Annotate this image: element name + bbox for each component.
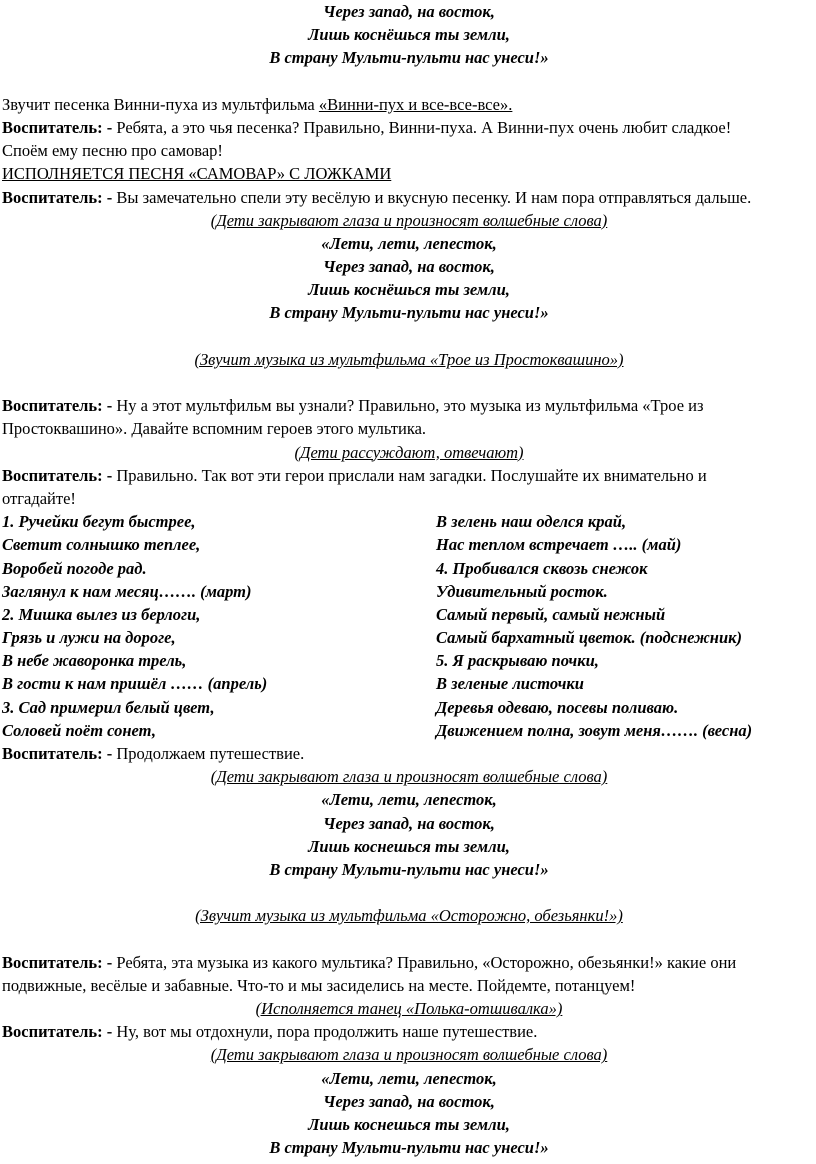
- poem-line: Лишь коснёшься ты земли,: [308, 25, 510, 45]
- poem-line: Через запад, на восток,: [323, 2, 495, 21]
- riddle-line: В зеленые листочки: [436, 674, 584, 694]
- riddle-line: Грязь и лужи на дороге,: [2, 628, 176, 648]
- poem-line: Через запад, на восток,: [323, 257, 495, 277]
- poem-line: В страну Мульти-пульти нас унеси!»: [269, 859, 549, 879]
- speaker-label: Воспитатель: -: [2, 465, 117, 485]
- poem-line: В страну Мульти-пульти нас унеси!»: [269, 1138, 549, 1158]
- riddle-line: Воробей погоде рад.: [2, 558, 147, 578]
- poem-line: «Лети, лети, лепесток,: [321, 233, 497, 253]
- song-heading: ИСПОЛНЯЕТСЯ ПЕСНЯ «САМОВАР» С ЛОЖКАМИ: [2, 164, 392, 184]
- riddle-line: В небе жаворонка трель,: [2, 651, 187, 671]
- speaker-label: Воспитатель: -: [2, 117, 117, 137]
- stage-direction: (Дети закрывают глаза и произносят волшебные слова): [210, 210, 608, 230]
- speaker-label: Воспитатель: -: [2, 396, 117, 416]
- cartoon-link: «Винни-пух и все-все-все».: [318, 94, 513, 114]
- stage-direction: (Дети закрывают глаза и произносят волшебные слова): [210, 1045, 608, 1065]
- riddle-line: В гости к нам пришёл …… (апрель): [2, 674, 268, 694]
- stage-direction: (Дети закрывают глаза и произносят волшебные слова): [210, 767, 608, 787]
- poem-line: Лишь коснешься ты земли,: [308, 836, 510, 856]
- stage-direction: (Звучит музыка из мультфильма «Осторожно, обезьянки!»): [195, 906, 623, 926]
- stage-direction: (Исполняется танец «Полька-отшивалка»): [255, 999, 563, 1019]
- poem-line: Через запад, на восток,: [323, 1091, 495, 1111]
- poem-line: «Лети, лети, лепесток,: [321, 790, 497, 810]
- paragraph: Воспитатель: - Ребята, эта музыка из какого мультика? Правильно, «Осторожно, обезьянки!» какие они: [2, 952, 737, 972]
- riddle-line: Светит солнышко теплее,: [2, 535, 201, 555]
- paragraph: Воспитатель: - Правильно. Так вот эти герои прислали нам загадки. Послушайте их внимательно и: [2, 465, 707, 485]
- riddle-line: Движением полна, зовут меня……. (весна): [436, 720, 753, 740]
- riddle-line: Нас теплом встречает ….. (май): [436, 535, 682, 555]
- poem-line: В страну Мульти-пульти нас унеси!»: [269, 48, 549, 68]
- riddle-line: Деревья одеваю, посевы поливаю.: [436, 697, 679, 717]
- stage-direction: (Дети рассуждают, отвечают): [294, 442, 524, 462]
- paragraph-cont: Споём ему песню про самовар!: [2, 141, 223, 161]
- poem-line: Через запад, на восток,: [323, 813, 495, 833]
- paragraph: Звучит песенка Винни-пуха из мультфильма «Винни-пух и все-все-все».: [2, 94, 513, 114]
- riddle-line: В зелень наш оделся край,: [436, 512, 627, 532]
- riddles: [2, 510, 816, 742]
- riddle-line: 1. Ручейки бегут быстрее,: [2, 512, 196, 532]
- poem-line: «Лети, лети, лепесток,: [321, 1068, 497, 1088]
- paragraph: Воспитатель: - Ну, вот мы отдохнули, пора продолжить наше путешествие.: [2, 1022, 538, 1042]
- poem-line: Лишь коснёшься ты земли,: [308, 280, 510, 300]
- speaker-label: Воспитатель: -: [2, 744, 117, 763]
- riddle-line: Заглянул к нам месяц……. (март): [2, 581, 252, 601]
- riddle-line: 3. Сад примерил белый цвет,: [2, 697, 215, 717]
- paragraph-cont: подвижные, весёлые и забавные. Что-то и мы засиделись на месте. Пойдемте, потанцуем!: [2, 975, 636, 995]
- paragraph-cont: Простоквашино». Давайте вспомним героев этого мультика.: [2, 419, 427, 439]
- poem-line: В страну Мульти-пульти нас унеси!»: [269, 303, 549, 323]
- paragraph: Воспитатель: - Продолжаем путешествие.: [2, 744, 305, 763]
- speaker-label: Воспитатель: -: [2, 952, 117, 972]
- poem-line: Лишь коснешься ты земли,: [308, 1115, 510, 1134]
- stage-direction: (Звучит музыка из мультфильма «Трое из Простоквашино»): [194, 349, 624, 369]
- riddles-left-column: [2, 510, 436, 742]
- riddle-line: Самый бархатный цветок. (подснежник): [436, 628, 742, 648]
- riddle-line: 2. Мишка вылез из берлоги,: [2, 604, 201, 624]
- paragraph: Воспитатель: - Ребята, а это чья песенка? Правильно, Винни-пуха. А Винни-пух очень любит сладкое!: [2, 117, 732, 137]
- riddle-line: 4. Пробивался сквозь снежок: [436, 558, 648, 578]
- paragraph-cont: отгадайте!: [2, 488, 76, 508]
- riddle-line: Удивительный росток.: [436, 581, 608, 601]
- speaker-label: Воспитатель: -: [2, 1022, 117, 1042]
- riddle-line: Соловей поёт сонет,: [2, 720, 156, 740]
- riddle-line: Самый первый, самый нежный: [436, 604, 666, 624]
- riddles-right-column: [436, 510, 816, 742]
- speaker-label: Воспитатель: -: [2, 187, 117, 207]
- paragraph: Воспитатель: - Вы замечательно спели эту весёлую и вкусную песенку. И нам пора отправляться дальше.: [2, 187, 752, 207]
- riddle-line: 5. Я раскрываю почки,: [436, 651, 599, 671]
- paragraph: Воспитатель: - Ну а этот мультфильм вы узнали? Правильно, это музыка из мультфильма «Трое из: [2, 396, 704, 416]
